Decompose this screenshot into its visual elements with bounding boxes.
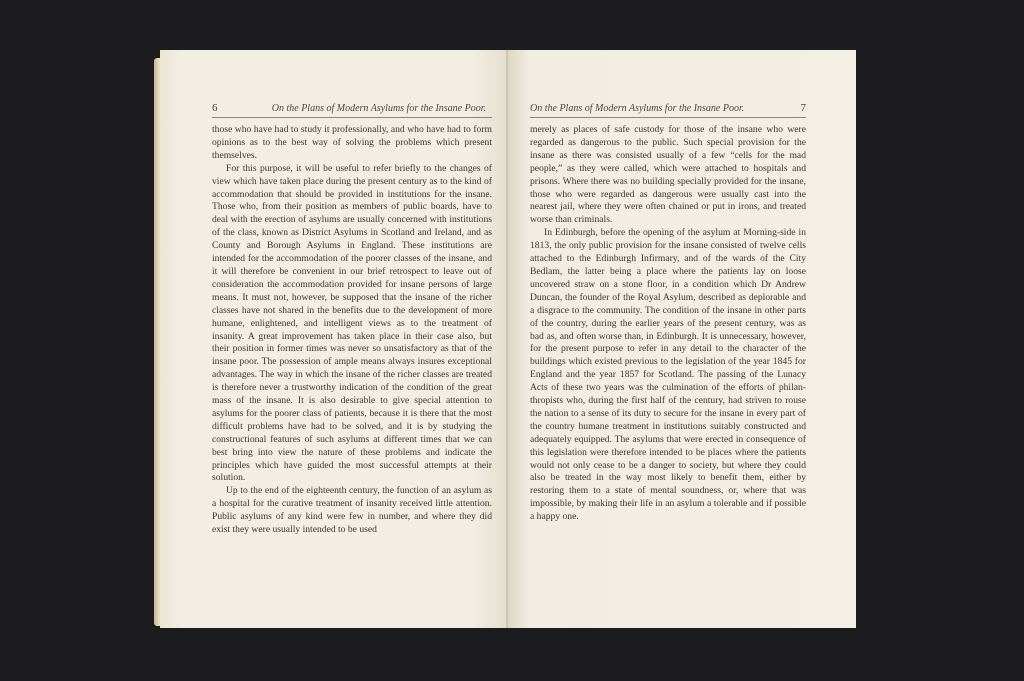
open-book (154, 50, 856, 632)
right-running-head (530, 102, 806, 118)
left-page (160, 50, 512, 628)
left-paragraph-2: For this purpose, it will be useful to refer briefly to the changes of view which have taken place during the present century as to the kind of accommodation that should be provided in institutions for the insane. Those who, from their position as members of public boards, have to deal with the erection of asylums are usually concerned with institutions of the class, known as District Asylums in Scotland and Ireland, and as County and Borough Asylums in England. These institutions are intended for the accommodation of the poorer classes of the insane, and it will therefore be convenient in our brief retrospect to leave out of consideration the accommodation provided for insane persons of large means. It must not, however, be supposed that the insane of the richer classes have not shared in the benefits due to the development of more humane, enlightened, and intelligent views as to the treatment of insanity. A great improvement has taken place in their case also, but their position in former times was never so unsatisfactory as that of the insane poor. The possession of ample means always insures exceptional advantages. The way in which the insane of the richer classes are treated is therefore never a trustworthy indication of the condition of the great mass of the insane. It is also desirable to give special attention to asylums for the poorer class of patients, because it is there that the most difficult problems have had to be solved, and it is by studying the constructional features of such asylums at different times that we can best bring into view the nature of these problems and indicate the principles which have guided the most successful attempts at their solution. (212, 162, 492, 484)
left-paragraph-3: Up to the end of the eighteenth century, the function of an asylum as a hospital for the curative treatment of insanity received little attention. Public asylums of any kind were few in number, and where they did exist they were usually intended to be used (212, 485, 492, 536)
right-running-title: On the Plans of Modern Asylums for the Insane Poor. (530, 103, 745, 114)
left-page-number: 6 (212, 102, 218, 114)
right-paragraph-1: merely as places of safe custody for those of the insane who were regarded as dangerous to the public. Such special provision for the insane as there was consisted usually of a few “cells for the mad people,” as they were called, which were attached to hospitals and prisons. Where there was no building specially provided for the insane, those who were regarded as dangerous were usually cast into the nearest jail, where they were often chained or put in irons, and treated worse than criminals. (530, 124, 806, 226)
right-paragraph-2: In Edinburgh, before the opening of the asylum at Morning-side in 1813, the only public provision for the insane consisted of twelve cells attached to the Edinburgh Infirmary, and of the wards of the City Bedlam, the latter being a place where the patients lay on loose uncovered straw on a stone floor, in a condition which Dr Andrew Duncan, the founder of the Royal Asylum, described as deplorable and a disgrace to the community. The condition of the insane in other parts of the country, during the earlier years of the present century, was as bad as, and often worse than, in Edinburgh. It is unnecessary, however, for the present purpose to refer in any detail to the character of the buildings which existed previous to the legislation of the year 1845 for England and the year 1857 for Scotland. The passing of the Lunacy Acts of these two years was the culmination of the efforts of philan-thropists who, during the first half of the century, had striven to rouse the nation to a sense of its duty to secure for the insane in every part of the country humane treatment in institutions suitably constructed and adequately equipped. The asylums that were erected in consequence of this legislation were therefore intended to be places where the patients would not only cease to be a danger to society, but where they could also be treated in the way most likely to benefit them, either by restoring them to a state of mental soundness, or, where that was impossible, by making their life in an asylum a tolerable and if possible a happy one. (530, 227, 806, 523)
right-page-number: 7 (800, 102, 806, 114)
left-body-text (212, 124, 492, 537)
left-running-title: On the Plans of Modern Asylums for the Insane Poor. (271, 103, 486, 114)
left-paragraph-1: those who have had to study it professionally, and who have had to form opinions as to the best way of solving the problems which present themselves. (212, 124, 492, 161)
right-page (508, 50, 856, 628)
left-running-head (212, 102, 492, 118)
right-body-text (530, 124, 806, 524)
